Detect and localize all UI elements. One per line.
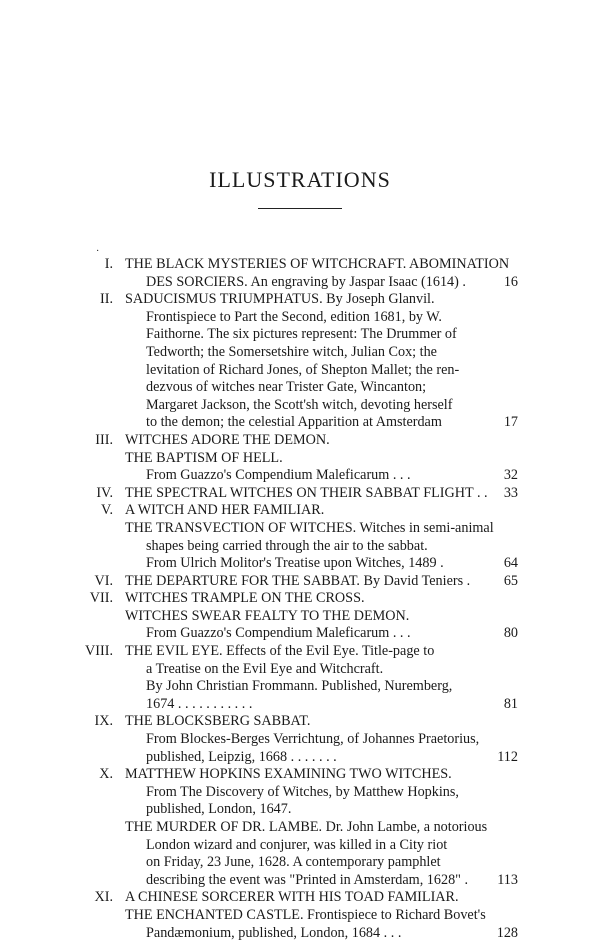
entry-line (0, 678, 600, 696)
entry-number: V. (101, 502, 113, 519)
entry-line (0, 819, 600, 837)
entry-number: II. (100, 291, 113, 308)
entry-line (0, 414, 600, 432)
entry-line (0, 379, 600, 397)
stray-mark: · (96, 246, 100, 257)
entry-text: From Ulrich Molitor's Treatise upon Witches, 1489 . (146, 555, 444, 572)
entry-text: A CHINESE SORCERER WITH HIS TOAD FAMILIAR. (125, 889, 459, 906)
entry-text: shapes being carried through the air to the sabbat. (146, 537, 428, 554)
list-item (0, 291, 600, 432)
entry-text: THE TRANSVECTION OF WITCHES. Witches in semi-animal (125, 519, 494, 536)
entry-text: published, Leipzig, 1668 . . . . . . . (146, 748, 337, 765)
entry-text: From Guazzo's Compendium Maleficarum . . . (146, 625, 411, 642)
entry-text: on Friday, 23 June, 1628. A contemporary pamphlet (146, 854, 441, 871)
entry-number: XI. (94, 889, 113, 906)
entry-text: THE BLACK MYSTERIES OF WITCHCRAFT. ABOMINATION (125, 256, 510, 272)
entry-line (0, 907, 600, 925)
entry-line (0, 661, 600, 679)
list-item (0, 643, 600, 713)
list-item (0, 502, 600, 572)
entry-line (0, 485, 600, 503)
entry-text: THE MURDER OF DR. LAMBE. Dr. John Lambe, a notorious (125, 819, 488, 835)
entry-text: THE ENCHANTED CASTLE. Frontispiece to Richard Bovet's (125, 906, 486, 923)
entry-text: A WITCH AND HER FAMILIAR. (125, 502, 325, 519)
entry-number: VIII. (85, 643, 113, 660)
page-number: 32 (503, 467, 518, 484)
illustrations-list (0, 256, 600, 942)
entry-text: THE BAPTISM OF HELL. (125, 449, 283, 466)
entry-line (0, 344, 600, 362)
entry-text: Margaret Jackson, the Scott'sh witch, devoting herself (146, 396, 453, 413)
entry-text: a Treatise on the Evil Eye and Witchcraft. (146, 660, 384, 677)
entry-line (0, 274, 600, 292)
entry-line (0, 326, 600, 344)
entry-line (0, 538, 600, 556)
entry-number: I. (104, 256, 113, 272)
entry-text: levitation of Richard Jones, of Shepton Mallet; the ren- (146, 361, 460, 378)
entry-text: WITCHES ADORE THE DEMON. (125, 431, 330, 448)
entry-line (0, 696, 600, 714)
page-number: 81 (503, 695, 518, 712)
entry-text: By John Christian Frommann. Published, Nuremberg, (146, 678, 453, 695)
entry-line (0, 889, 600, 907)
entry-number: IX. (94, 713, 113, 730)
list-item (0, 256, 600, 291)
entry-text: THE DEPARTURE FOR THE SABBAT. By David Teniers . (125, 572, 471, 589)
entry-line (0, 749, 600, 767)
entry-number: III. (95, 431, 113, 448)
page-number: 33 (503, 484, 518, 501)
entry-line (0, 432, 600, 450)
entry-line (0, 256, 600, 274)
entry-text: From Guazzo's Compendium Maleficarum . . . (146, 467, 411, 484)
page-number: 16 (503, 273, 518, 290)
entry-text: MATTHEW HOPKINS EXAMINING TWO WITCHES. (125, 766, 452, 783)
entry-number: X. (99, 766, 113, 783)
entry-line (0, 502, 600, 520)
entry-line (0, 590, 600, 608)
title-divider (258, 208, 342, 209)
page-number: 17 (503, 414, 518, 431)
entry-text: describing the event was "Printed in Amsterdam, 1628" . (146, 871, 469, 888)
entry-text: THE EVIL EYE. Effects of the Evil Eye. Title-page to (125, 643, 435, 660)
entry-text: Frontispiece to Part the Second, edition 1681, by W. (146, 308, 442, 325)
entry-text: From Blockes-Berges Verrichtung, of Johannes Praetorius, (146, 731, 480, 748)
entry-text: London wizard and conjurer, was killed in a City riot (146, 836, 448, 853)
entry-text: 1674 . . . . . . . . . . . (146, 695, 253, 712)
entry-line (0, 362, 600, 380)
page-number: 113 (497, 871, 518, 888)
entry-line (0, 450, 600, 468)
page-number: 65 (503, 572, 518, 589)
entry-line (0, 925, 600, 942)
page-number: 128 (496, 924, 518, 941)
entry-text: From The Discovery of Witches, by Matthew Hopkins, (146, 783, 459, 800)
list-item (0, 713, 600, 766)
entry-text: to the demon; the celestial Apparition at Amsterdam (146, 414, 442, 431)
entry-line (0, 555, 600, 573)
entry-line (0, 397, 600, 415)
page-number: 64 (503, 555, 518, 572)
entry-text: Tedworth; the Somersetshire witch, Julian Cox; the (146, 343, 437, 360)
entry-line (0, 467, 600, 485)
entry-line (0, 713, 600, 731)
entry-text: Pandæmonium, published, London, 1684 . . . (146, 924, 402, 941)
entry-text: dezvous of witches near Trister Gate, Wincanton; (146, 379, 427, 396)
list-item (0, 432, 600, 485)
entry-line (0, 643, 600, 661)
entry-text: SADUCISMUS TRIUMPHATUS. By Joseph Glanvil. (125, 291, 435, 308)
entry-line (0, 766, 600, 784)
entry-line (0, 801, 600, 819)
entry-text: THE SPECTRAL WITCHES ON THEIR SABBAT FLIGHT . . (125, 484, 488, 501)
entry-line (0, 731, 600, 749)
page-number: 112 (497, 748, 518, 765)
entry-number: IV. (96, 484, 113, 501)
list-item (0, 590, 600, 643)
entry-text: DES SORCIERS. An engraving by Jaspar Isaac (1614) . (146, 273, 466, 290)
list-item (0, 766, 600, 889)
entry-text: WITCHES SWEAR FEALTY TO THE DEMON. (125, 607, 410, 624)
entry-text: THE BLOCKSBERG SABBAT. (125, 713, 311, 730)
entry-line (0, 872, 600, 890)
entry-text: published, London, 1647. (146, 801, 292, 818)
list-item (0, 573, 600, 591)
entry-text: WITCHES TRAMPLE ON THE CROSS. (125, 590, 365, 607)
entry-line (0, 573, 600, 591)
entry-number: VII. (89, 590, 113, 607)
entry-number: VI. (94, 572, 113, 589)
entry-line (0, 854, 600, 872)
entry-line (0, 625, 600, 643)
page-title: ILLUSTRATIONS (209, 167, 391, 192)
entry-line (0, 520, 600, 538)
entry-line (0, 837, 600, 855)
list-item (0, 485, 600, 503)
entry-line (0, 309, 600, 327)
list-item (0, 889, 600, 942)
entry-line (0, 291, 600, 309)
entry-text: Faithorne. The six pictures represent: The Drummer of (146, 326, 457, 343)
entry-line (0, 608, 600, 626)
page-number: 80 (503, 625, 518, 642)
entry-line (0, 784, 600, 802)
